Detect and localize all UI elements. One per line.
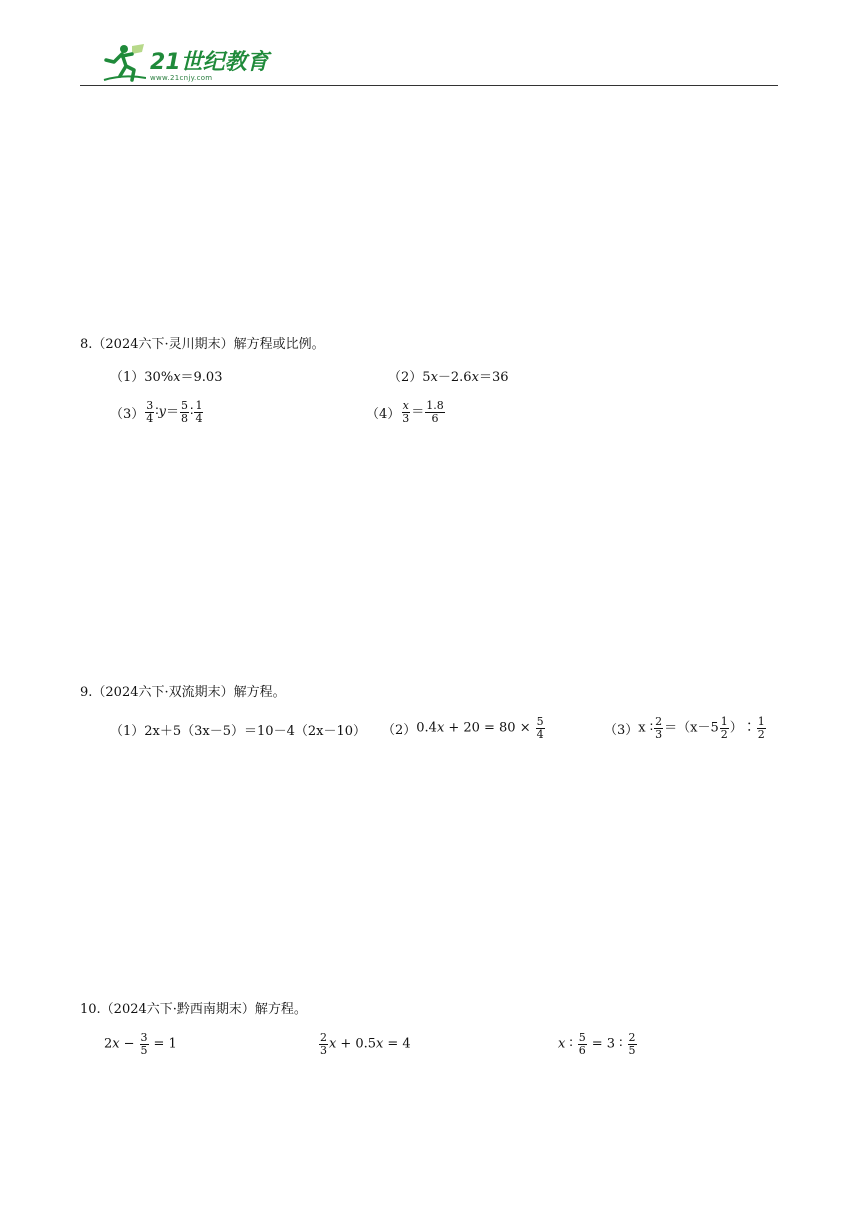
q9-item-1: （1） 2x＋5（3x－5）＝10－4（2x－10）	[110, 724, 366, 739]
q8-item-2: （2） 5x－2.6x＝36	[388, 370, 509, 385]
q8-item-3: （3） $\frac{3}{4}$ ∶y＝ $\frac{5}{8}$ ∶ $\frac{1}{4}$	[110, 399, 203, 425]
question-10-title: 10.（2024六下·黔西南期末）解方程。	[80, 1002, 307, 1017]
logo-text: 21世纪教育	[150, 50, 269, 75]
q9-item-2: （2） 0.4x + 20 = 80 × $\frac{5}{4}$	[382, 715, 544, 741]
page-header	[80, 40, 778, 86]
q8-item-1: （1） 30%x＝9.03	[110, 370, 223, 385]
q10-item-3: x ∶ $\frac{5}{6}$ = 3 ∶ $\frac{2}{5}$	[558, 1031, 636, 1057]
question-9-title: 9.（2024六下·双流期末）解方程。	[80, 685, 286, 700]
q10-item-1: 2x − $\frac{3}{5}$ = 1	[104, 1031, 177, 1057]
q9-item-3: （3） x ∶ $\frac{2}{3}$ ＝（x－5 $\frac{1}{2}$ ）∶ $\frac{1}{2}$	[604, 715, 765, 741]
header-divider	[80, 85, 778, 86]
q8-item-4: （4） $\frac{x}{3}$ ＝ $\frac{1.8}{6}$	[366, 399, 444, 425]
logo	[102, 40, 269, 84]
question-8-title: 8.（2024六下·灵川期末）解方程或比例。	[80, 337, 325, 352]
runner-icon	[102, 40, 146, 84]
logo-url: www.21cnjy.com	[150, 74, 213, 82]
q10-item-2: $\frac{2}{3}$ x + 0.5x = 4	[320, 1031, 411, 1057]
